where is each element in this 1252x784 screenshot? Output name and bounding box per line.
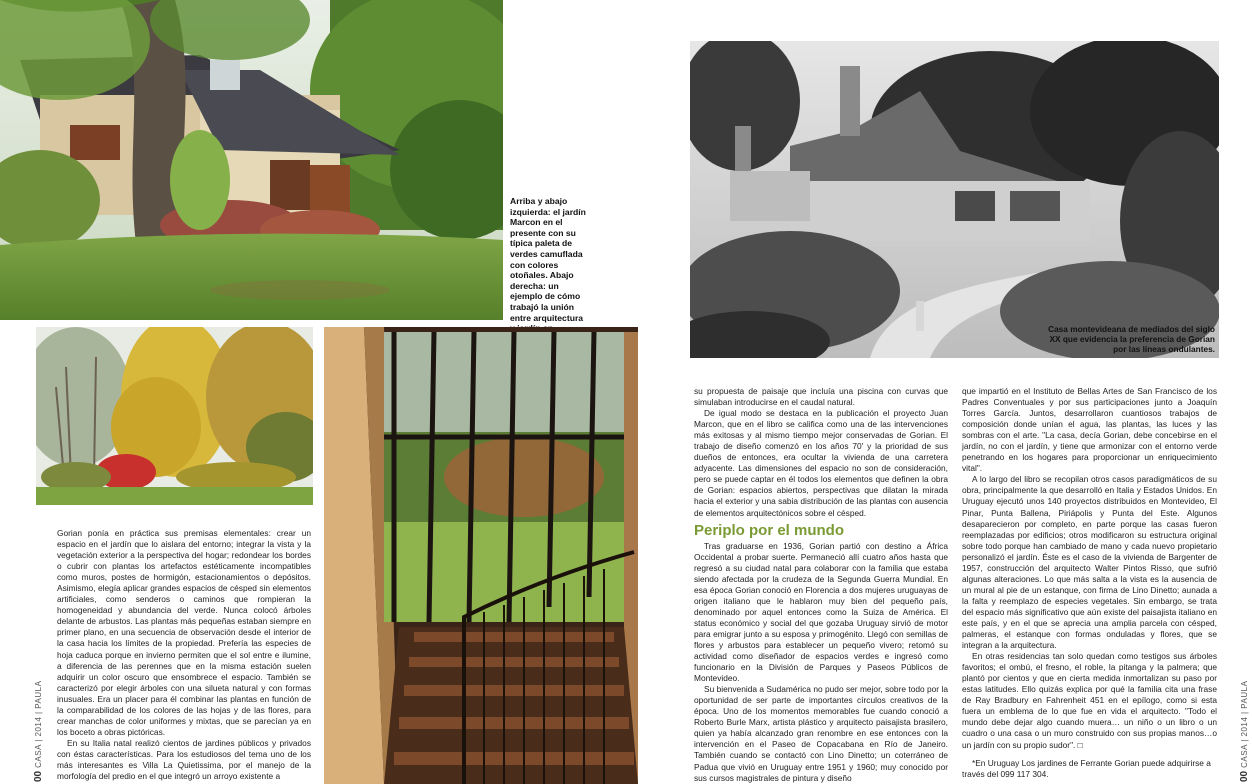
paragraph: Tras graduarse en 1936, Gorian partió con destino a África Occidental a probar suerte. Permaneció allí cuatro años hasta que regresó a su ciudad natal para colaborar con la familia que estaba siendo afectada por la crudeza de la Segunda Guerra Mundial. En esa época Gorian conoció en Florencia a dos mujeres uruguayas de origen italiano que le hablaron muy bien del pequeño país, denominado por aquel entonces como la Suiza de América. El status económico y social del que gozaba Uruguay sirvió de motor para emigrar junto a su esposa y primogénito. Llegó con semillas de flores y arbustos para establecer un pequeño vivero; retomó su actividad como diseñador de espacios verdes e ingresó como funcionario en la División de Parques y Paseos Públicos de Montevideo. xyxy=(694,540,948,684)
folio-text: CASA | 2014 | PAULA xyxy=(34,680,43,768)
right-folio xyxy=(1234,681,1252,782)
right-page-column-1 xyxy=(694,386,948,784)
paragraph: A lo largo del libro se recopilan otros casos paradigmáticos de su obra, principalmente la que desarrolló en Italia y Estados Unidos. En Uruguay ejecutó unos 140 proyectos distribuidos en Montevideo, El Pinar, Punta Ballena, Piriápolis y Punta del Este. Algunos desaparecieron por completo, en parte porque las casas fueron reemplazadas por edificios; otros modificaron su estructura original sobre todo porque han cambiado de mano y cada nuevo propietario personalizó el jardín. Éste es el caso de la vivienda de Bargenter de 1957, construcción del arquitecto Walter Pintos Risso, que sufrió algunas alteraciones. Lo que más salta a la vista es la ausencia de un mural al pie de un estanque, con firma de Lino Dinetto; aunada a la falta y reemplazo de especies vegetales. Sin embargo, se trata del espacio más significativo que aún existe del paisajista italiano en este país, y en el que se aprecia una amplia parcela con césped, palmeras, el estanque con formas onduladas y flores, que se integran a la arquitectura. xyxy=(962,474,1217,651)
photo-staircase-window xyxy=(324,327,638,784)
left-folio xyxy=(28,681,46,782)
paragraph: Gorian ponía en práctica sus premisas elementales: crear un espacio en el jardín que lo aislara del entorno; integrar la vista y la vegetación exterior a la perspectiva del hogar; redondear los bordes o cubrir con plantas los artefactos estéticamente incompatibles como muros, postes de hormigón, estacionamientos o depósitos. Asimismo, elegía aplicar grandes espacios de césped sin elementos artificiales, como senderos o caminos que rompieran la homogeneidad y abundancia del verde. Nunca colocó árboles delante de arbustos. Las plantas más pequeñas estaban siempre en primer plano, en una secuencia de observación desde el interior de la casa hacia los límites de la propiedad. Prefería las especies de hoja caduca porque en invierno permiten que el sol entre e ilumine, a diferencia de las perennes que en la misma estación suelen adquirir un color oscuro que ensombrece el espacio. También se caracterizó por elegir árboles con una silueta natural y con formas inusuales. Era un placer para él combinar las plantas en función de la comparabilidad de los colores de las hojas y de las flores, para crear manchas de color uniformes y mixtas, que se parecían ya en los boceto a obras pictóricas. xyxy=(57,528,311,737)
section-title: Periplo por el mundo xyxy=(694,521,845,539)
page-number: 00 xyxy=(33,770,44,782)
paragraph: En su Italia natal realizó cientos de jardines públicos y privados con éstas características. Para los estudiosos del tema uno de los más interesantes es Villa La Quietissima, por el manejo de la morfología del predio en el que integró un arroyo existente a xyxy=(57,737,311,782)
left-page-column xyxy=(57,528,311,782)
footnote: *En Uruguay Los jardines de Ferrante Gorian puede adquirirse a través del 099 117 304. xyxy=(962,758,1211,779)
page-number: 00 xyxy=(1239,770,1250,782)
paragraph: su propuesta de paisaje que incluía una piscina con curvas que simulaban introducirse en el caudal natural. xyxy=(694,386,948,408)
photo-montevideo-house-bw xyxy=(690,41,1219,358)
photo-caption: Arriba y abajo izquierda: el jardín Marcon en el presente con su típica paleta de verdes camuflada con colores otoñales. Abajo derecha: un ejemplo de cómo trabajó la unión entre arquitectura xyxy=(510,196,586,323)
paragraph: Su bienvenida a Sudamérica no pudo ser mejor, sobre todo por la oportunidad de ser parte de importantes círculos creativos de la época. Uno de los momentos memorables fue cuando conoció a Roberto Burle Marx, artista plástico y arquitecto paisajista brasilero, quien ya había alcanzado gran renombre en ese entonces con la intervención en el Paseo de Copacabana en Río de Janeiro. También cuando se contactó con Lino Dinetto; un coterráneo de Padua que vivió en Uruguay entre 1951 y 1960; muy conocido por sus cursos magistrales de pintura y diseño xyxy=(694,684,948,783)
folio-text: CASA | 2014 | PAULA xyxy=(1240,680,1249,768)
paragraph: De igual modo se destaca en la publicación el proyecto Juan Marcon, que en el libro se califica como una de las intervenciones más exitosas y al mismo tiempo mejor conservadas de Gorian. El trabajo de diseño comenzó en los años 70' y la prioridad de sus dueños de entonces, era ocultar la vivienda de una carretera adyacente. Las dimensiones del espacio no son de consideración, pero se puede captar en él todos los elementos que definen la obra de Gorian: espacios abiertos, perspectivas que dilatan la mirada hacia el exterior y una sabia distribución de las plantas con ausencia de elementos arquitectónicos sobre el césped. xyxy=(694,408,948,518)
paragraph: que impartió en el Instituto de Bellas Artes de San Francisco de los Padres Conventuales y por sus participaciones junto a Joaquín Torres García. Juntos, desarrollaron cuantiosos trabajos de composición donde unían el agua, las plantas, las luces y las sombras con el arte. "La casa, decía Gorian, debe concebirse en el jardín, no con el jardín, y tiene que armonizar con el entorno verde penetrando en los hogares para proporcionar un enriquecimiento vital". xyxy=(962,386,1217,474)
photo-marcon-garden-house xyxy=(0,0,503,320)
photo-autumn-garden xyxy=(36,327,313,505)
right-page-column-2 xyxy=(962,386,1217,751)
photo-caption: Casa montevideana de mediados del siglo XX que evidencia la preferencia de Gorian por las líneas ondulantes. xyxy=(1048,324,1215,355)
paragraph: En otras residencias tan solo quedan como testigos sus árboles favoritos; el ombú, el fresno, el roble, la pitanga y la palmera; que plantó por cientos y que en cierta medida inmortalizan su paso por estas latitudes. Ello quizás explica por qué la familia cita una frase de Ray Bradbury en Fahrenheit 451 en el epílogo, como si esta fuera un emblema de lo que fue en vida el arquitecto. "Todo el mundo debe dejar algo cuando muera… un niño o un libro o un cuadro o una casa o un muro construido con sus propias manos…o un jardín con su propio sudor". □ xyxy=(962,651,1217,750)
